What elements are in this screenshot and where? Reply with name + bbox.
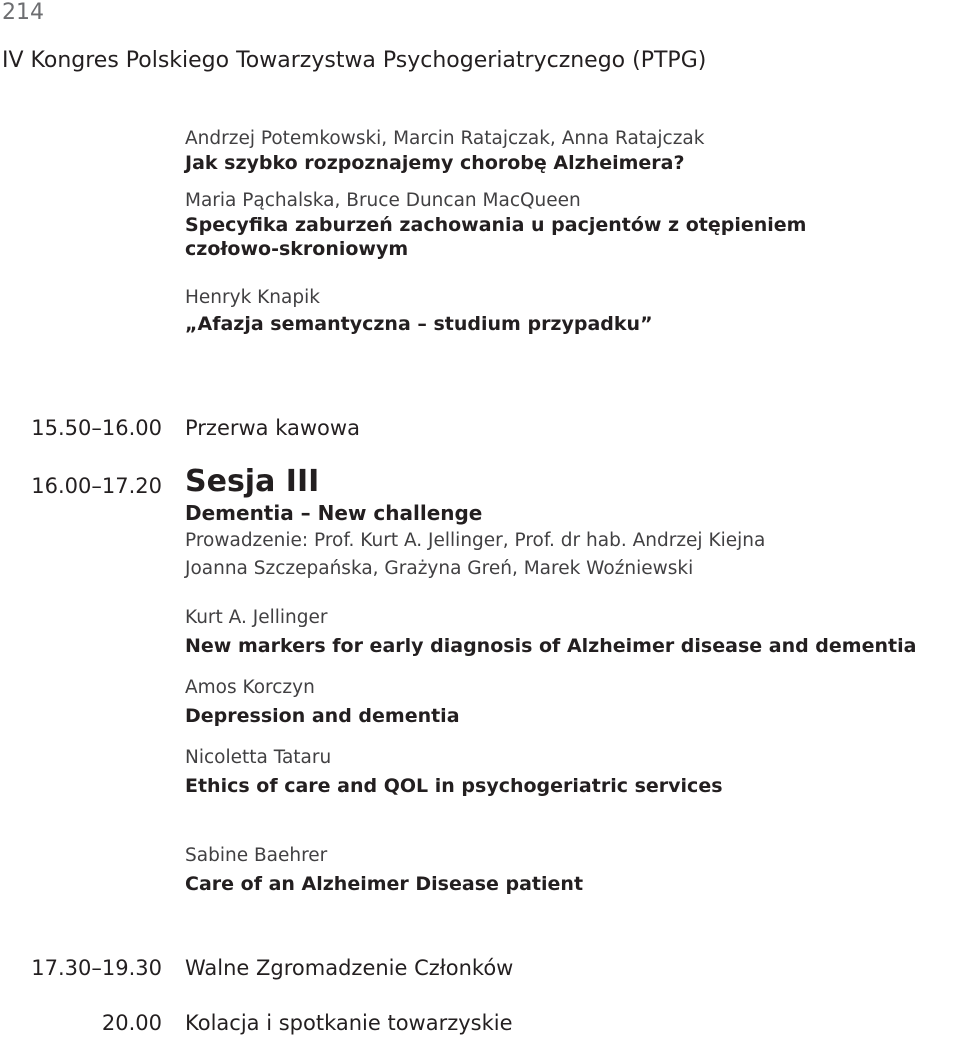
break-label: Przerwa kawowa [185, 416, 360, 440]
talk-authors: Kurt A. Jellinger [185, 607, 328, 628]
congress-title: IV Kongres Polskiego Towarzystwa Psychogeriatrycznego (PTPG) [2, 48, 707, 73]
talk-authors: Nicoletta Tataru [185, 747, 332, 768]
talk-authors: Andrzej Potemkowski, Marcin Ratajczak, Anna Ratajczak [185, 128, 705, 149]
talk-authors: Henryk Knapik [185, 287, 320, 308]
talk-title-continued: czołowo-skroniowym [185, 238, 409, 260]
talk-authors: Maria Pąchalska, Bruce Duncan MacQueen [185, 190, 581, 211]
talk-title: Ethics of care and QOL in psychogeriatric services [185, 775, 723, 797]
talk-title: Depression and dementia [185, 705, 460, 727]
dinner-time: 20.00 [101, 1011, 162, 1035]
dinner-label: Kolacja i spotkanie towarzyskie [185, 1011, 513, 1035]
talk-title: New markers for early diagnosis of Alzheimer disease and dementia [185, 635, 917, 657]
session-name: Sesja III [185, 464, 320, 499]
session-organizers: Joanna Szczepańska, Grażyna Greń, Marek Woźniewski [185, 558, 694, 579]
break-time: 15.50–16.00 [31, 416, 162, 440]
talk-title: Care of an Alzheimer Disease patient [185, 873, 584, 895]
talk-authors: Sabine Baehrer [185, 845, 328, 866]
talk-title: „Afazja semantyczna – studium przypadku” [185, 313, 653, 335]
session-chairs: Prowadzenie: Prof. Kurt A. Jellinger, Prof. dr hab. Andrzej Kiejna [185, 530, 766, 551]
page-number: 214 [2, 0, 44, 25]
session-time: 16.00–17.20 [31, 474, 162, 498]
session-subtitle: Dementia – New challenge [185, 501, 483, 525]
talk-authors: Amos Korczyn [185, 677, 315, 698]
assembly-time: 17.30–19.30 [31, 956, 162, 980]
talk-title: Specyfika zaburzeń zachowania u pacjentów z otępieniem [185, 214, 807, 236]
assembly-label: Walne Zgromadzenie Członków [185, 956, 514, 980]
talk-title: Jak szybko rozpoznajemy chorobę Alzheimera? [185, 152, 685, 174]
